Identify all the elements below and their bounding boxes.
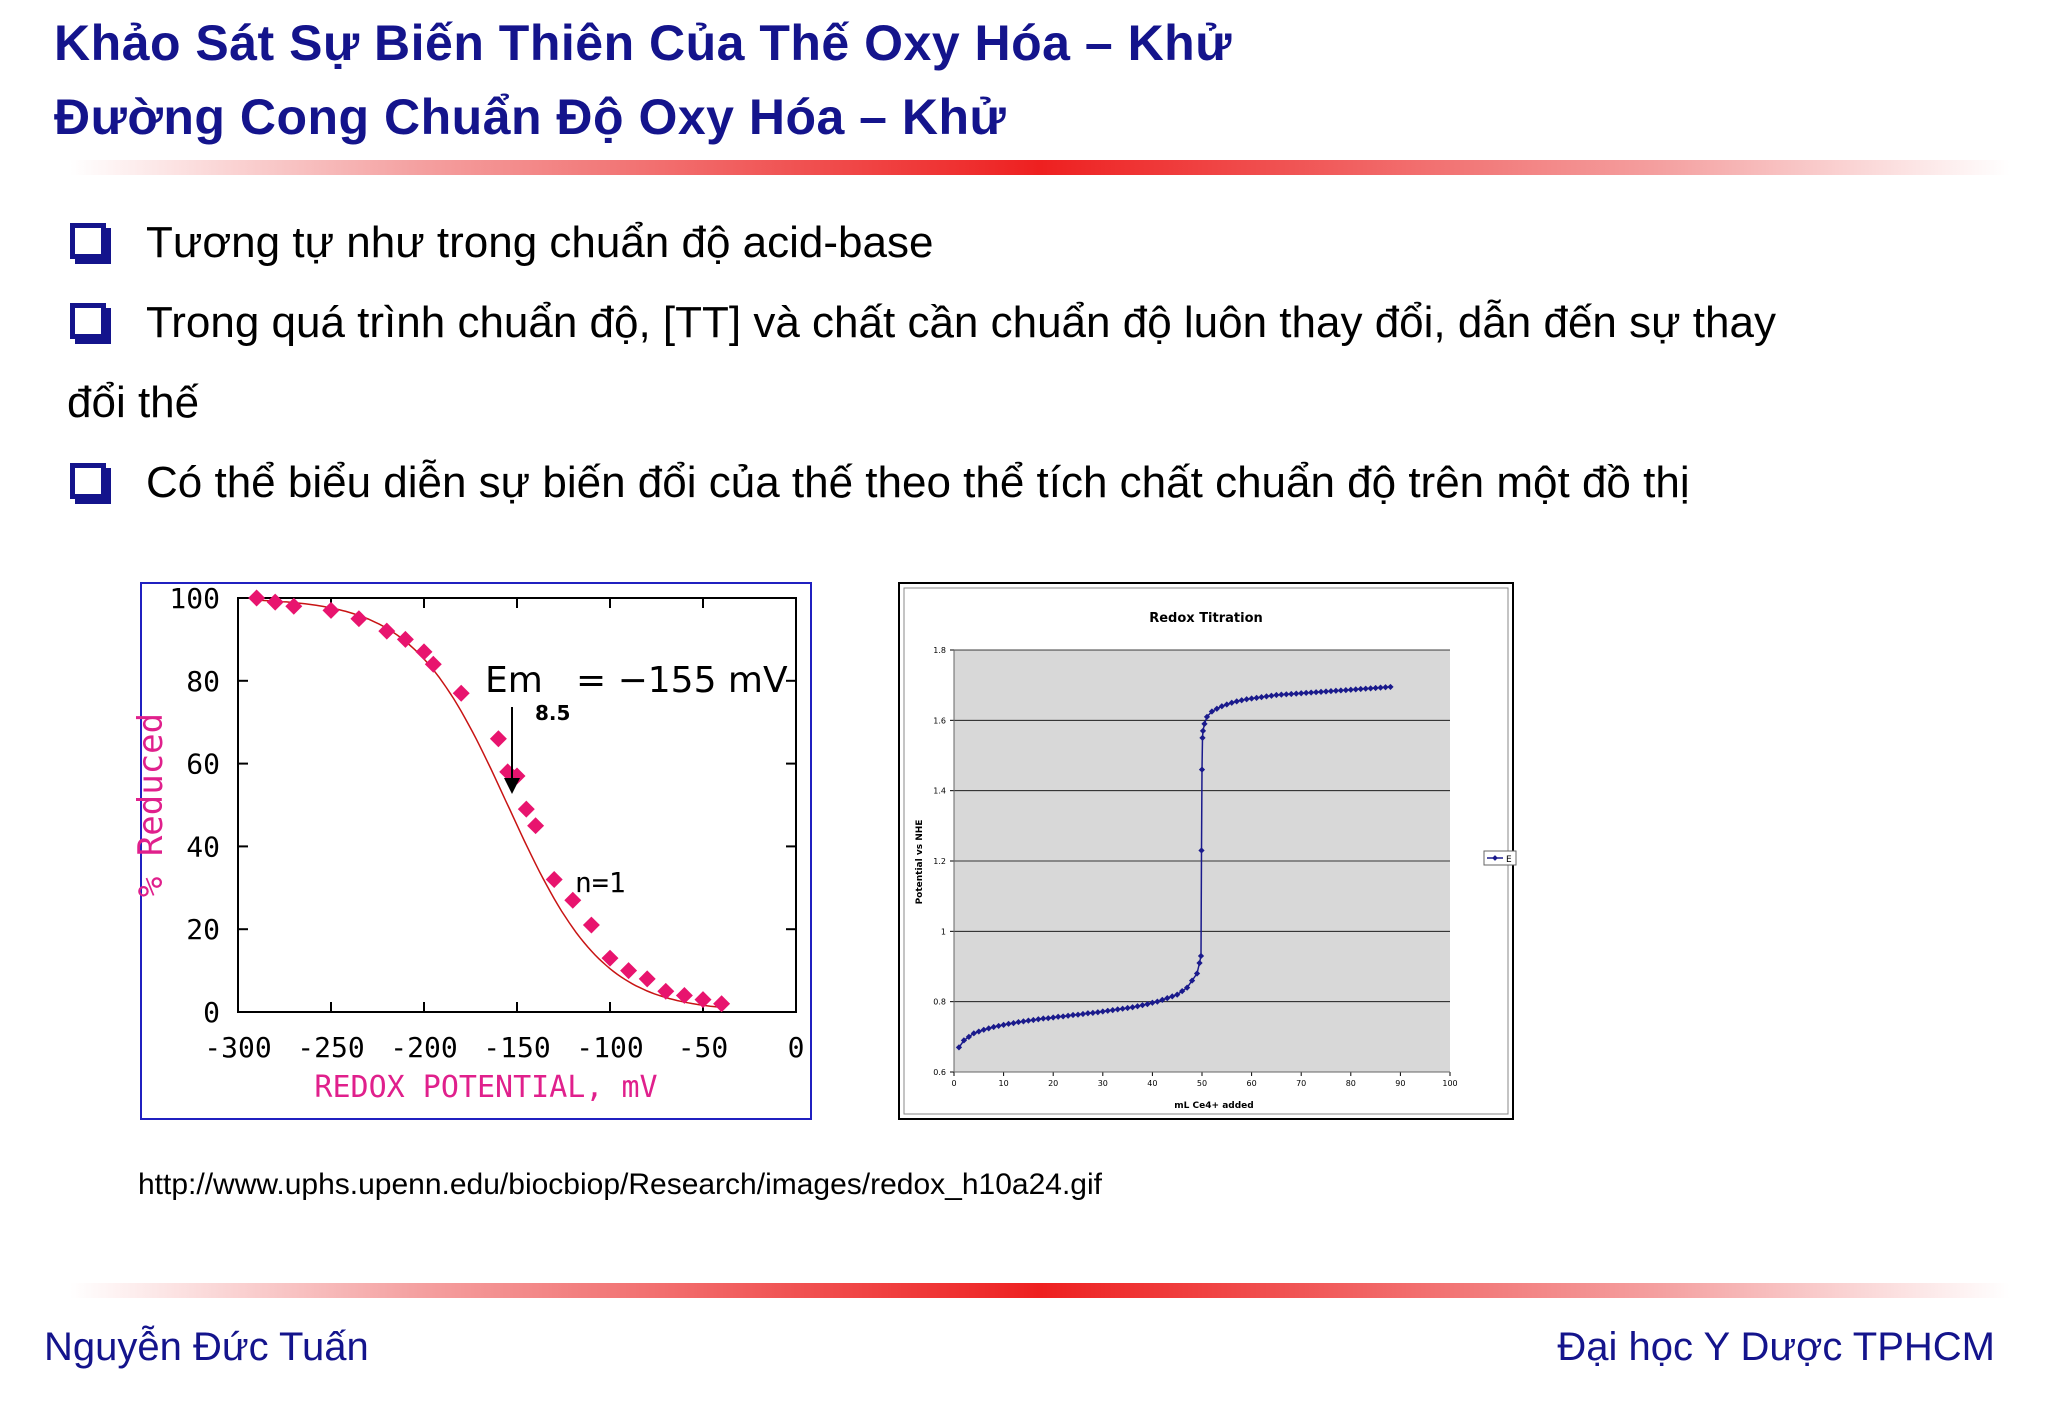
bottom-divider xyxy=(70,1283,2010,1298)
chart1-y-tick-label: 60 xyxy=(186,747,220,781)
chart1-x-tick-label: 0 xyxy=(787,1031,805,1064)
bullet-text-2-continued: đổi thế xyxy=(67,378,200,427)
checkbox-bullet-icon xyxy=(70,223,106,259)
chart2-x-tick-label: 80 xyxy=(1345,1079,1356,1088)
chart1-x-tick-label: -150 xyxy=(483,1031,551,1064)
chart2-y-tick-label: 1.2 xyxy=(933,857,946,866)
chart2-x-tick-label: 10 xyxy=(998,1079,1009,1088)
chart1-x-tick-label: -100 xyxy=(576,1031,644,1064)
chart2-x-tick-label: 0 xyxy=(951,1079,957,1088)
chart1-em-label: Em xyxy=(485,660,543,701)
chart1-x-tick-label: -250 xyxy=(297,1031,365,1064)
checkbox-bullet-icon xyxy=(70,463,106,499)
chart1-y-tick-label: 100 xyxy=(169,582,220,615)
slide-title-line1: Khảo Sát Sự Biến Thiên Của Thế Oxy Hóa – Khử xyxy=(54,15,1232,71)
chart1-x-tick-label: -300 xyxy=(204,1031,272,1064)
bullet-item-3 xyxy=(70,458,1690,508)
chart1-y-tick-label: 40 xyxy=(186,830,220,864)
bullet-item-1 xyxy=(70,218,933,268)
top-divider xyxy=(70,160,2010,175)
source-url-text: http://www.uphs.upenn.edu/biocbiop/Research/images/redox_h10a24.gif xyxy=(138,1168,1102,1201)
slide-title-line2: Đường Cong Chuẩn Độ Oxy Hóa – Khử xyxy=(54,89,1007,145)
chart2-legend-label: E xyxy=(1506,855,1512,865)
chart1-x-tick-label: -50 xyxy=(677,1031,729,1064)
reduced-vs-potential-chart xyxy=(131,582,812,1120)
redox-titration-chart xyxy=(898,582,1514,1120)
checkbox-bullet-icon xyxy=(70,303,106,339)
chart1-y-tick-label: 80 xyxy=(186,664,220,698)
chart1-n-label: n=1 xyxy=(575,866,626,899)
chart2-y-tick-label: 0.6 xyxy=(933,1068,946,1077)
bullet-text-3: Có thể biểu diễn sự biến đổi của thế theo thể tích chất chuẩn độ trên một đồ thị xyxy=(146,458,1690,507)
chart1-em-subscript: 8.5 xyxy=(535,701,571,725)
chart2-x-tick-label: 50 xyxy=(1196,1079,1208,1088)
bullet-text-1: Tương tự như trong chuẩn độ acid-base xyxy=(146,218,934,267)
bullet-text-2: Trong quá trình chuẩn độ, [TT] và chất cần chuẩn độ luôn thay đổi, dẫn đến sự thay xyxy=(146,298,1776,347)
footer-university: Đại học Y Dược TPHCM xyxy=(1557,1325,1995,1369)
chart1-y-tick-label: 20 xyxy=(186,913,220,947)
chart2-x-tick-label: 60 xyxy=(1246,1079,1257,1088)
chart1-x-axis-label: REDOX POTENTIAL, mV xyxy=(314,1070,658,1105)
chart2-y-axis-label: Potential vs NHE xyxy=(915,819,925,905)
chart2-x-tick-label: 40 xyxy=(1147,1079,1158,1088)
chart2-y-tick-label: 1.6 xyxy=(933,716,946,726)
chart2-x-tick-label: 100 xyxy=(1442,1079,1458,1088)
chart2-y-tick-label: 0.8 xyxy=(933,997,946,1007)
chart1-em-value: = −155 mV xyxy=(576,660,788,701)
chart2-y-tick-label: 1 xyxy=(940,927,946,937)
chart2-title: Redox Titration xyxy=(1149,611,1263,626)
chart2-x-axis-label: mL Ce4+ added xyxy=(1174,1101,1254,1111)
chart2-x-tick-label: 70 xyxy=(1296,1079,1307,1088)
chart2-y-tick-label: 1.4 xyxy=(933,786,946,796)
chart2-x-tick-label: 20 xyxy=(1048,1079,1059,1088)
footer-author: Nguyễn Đức Tuấn xyxy=(44,1325,369,1369)
chart2-x-tick-label: 90 xyxy=(1395,1079,1406,1088)
chart2-y-tick-label: 1.8 xyxy=(933,646,946,655)
bullet-item-2 xyxy=(70,298,1776,348)
chart2-x-tick-label: 30 xyxy=(1097,1079,1108,1088)
chart1-y-axis-label: % Reduced xyxy=(131,712,171,898)
chart2-legend xyxy=(1484,851,1516,865)
chart1-y-tick-label: 0 xyxy=(203,996,220,1029)
chart1-x-tick-label: -200 xyxy=(390,1031,458,1064)
